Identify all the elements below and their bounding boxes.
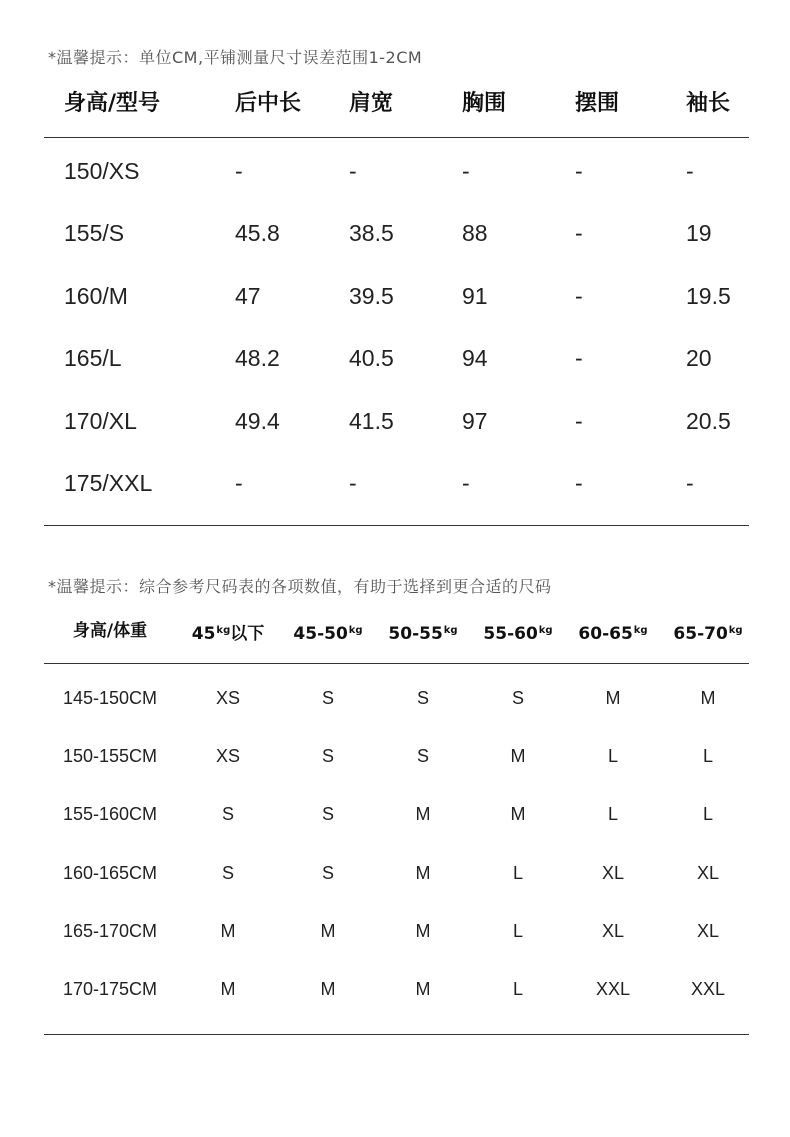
table-row xyxy=(0,911,790,951)
reference-table-header xyxy=(0,611,790,651)
table-row xyxy=(0,736,790,776)
header-text: 身高/体重 xyxy=(72,621,148,641)
hem-value: - xyxy=(575,220,583,246)
table-bottom-divider xyxy=(44,525,749,526)
size-cell: M xyxy=(220,921,236,941)
height-range: 165-170CM xyxy=(62,921,158,941)
unit-superscript: kg xyxy=(443,625,458,636)
header-back-length: 后中长 xyxy=(235,91,302,116)
size-cell: S xyxy=(416,688,430,708)
size-cell: S xyxy=(221,804,235,824)
chest-value: 97 xyxy=(462,408,488,434)
shoulder-value: 40.5 xyxy=(349,345,394,371)
table-row xyxy=(0,338,790,378)
size-cell: XL xyxy=(601,921,625,941)
table-row xyxy=(0,678,790,718)
size-cell: M xyxy=(700,688,716,708)
size-cell: XL xyxy=(696,921,720,941)
size-label: 165/L xyxy=(64,345,122,371)
table-row xyxy=(0,401,790,441)
header-weight-range xyxy=(578,611,647,651)
header-suffix: 以下 xyxy=(230,624,265,644)
size-cell: XS xyxy=(215,746,241,766)
header-weight-range xyxy=(388,611,457,651)
shoulder-value: 38.5 xyxy=(349,220,394,246)
header-divider xyxy=(44,663,749,664)
header-hem: 摆围 xyxy=(575,91,620,116)
header-text: 50-55 xyxy=(388,624,443,644)
size-cell: S xyxy=(321,688,335,708)
size-cell: S xyxy=(416,746,430,766)
table-bottom-divider xyxy=(44,1034,749,1035)
back-length-value: 47 xyxy=(235,283,261,309)
size-cell: M xyxy=(415,979,431,999)
measurement-note: *温馨提示：单位CM,平铺测量尺寸误差范围1-2CM xyxy=(48,48,423,67)
hem-value: - xyxy=(575,470,583,496)
size-cell: L xyxy=(702,746,714,766)
size-cell: S xyxy=(321,804,335,824)
chest-value: - xyxy=(462,470,470,496)
size-label: 175/XXL xyxy=(64,470,153,496)
hem-value: - xyxy=(575,283,583,309)
sleeve-value: 20.5 xyxy=(686,408,731,434)
back-length-value: 48.2 xyxy=(235,345,280,371)
size-cell: L xyxy=(702,804,714,824)
header-height-size: 身高/型号 xyxy=(64,91,161,116)
size-cell: L xyxy=(607,804,619,824)
table-row xyxy=(0,151,790,191)
table-row xyxy=(0,463,790,503)
header-height-weight xyxy=(73,611,147,651)
size-cell: M xyxy=(605,688,621,708)
hem-value: - xyxy=(575,158,583,184)
size-cell: XS xyxy=(215,688,241,708)
header-sleeve: 袖长 xyxy=(686,91,731,116)
size-cell: M xyxy=(415,863,431,883)
sleeve-value: 19 xyxy=(686,220,712,246)
size-cell: XXL xyxy=(690,979,726,999)
size-cell: M xyxy=(510,746,526,766)
size-cell: M xyxy=(320,979,336,999)
size-cell: S xyxy=(321,746,335,766)
sleeve-value: 20 xyxy=(686,345,712,371)
shoulder-value: 39.5 xyxy=(349,283,394,309)
size-cell: M xyxy=(415,921,431,941)
size-cell: M xyxy=(320,921,336,941)
size-cell: L xyxy=(512,921,524,941)
height-range: 150-155CM xyxy=(62,746,158,766)
back-length-value: 49.4 xyxy=(235,408,280,434)
size-cell: L xyxy=(512,979,524,999)
back-length-value: 45.8 xyxy=(235,220,280,246)
chest-value: - xyxy=(462,158,470,184)
height-range: 170-175CM xyxy=(62,979,158,999)
header-weight-range xyxy=(673,611,742,651)
height-range: 160-165CM xyxy=(62,863,158,883)
size-label: 150/XS xyxy=(64,158,140,184)
unit-superscript: kg xyxy=(348,625,363,636)
header-divider xyxy=(44,137,749,138)
table-row xyxy=(0,853,790,893)
size-cell: S xyxy=(321,863,335,883)
size-table-header xyxy=(0,84,790,124)
size-cell: M xyxy=(510,804,526,824)
unit-superscript: kg xyxy=(633,625,648,636)
size-cell: M xyxy=(220,979,236,999)
back-length-value: - xyxy=(235,158,243,184)
height-range: 145-150CM xyxy=(62,688,158,708)
header-weight-range xyxy=(192,611,264,651)
table-row xyxy=(0,969,790,1009)
header-chest: 胸围 xyxy=(462,91,507,116)
size-cell: S xyxy=(511,688,525,708)
size-label: 155/S xyxy=(64,220,125,246)
chest-value: 88 xyxy=(462,220,488,246)
hem-value: - xyxy=(575,345,583,371)
unit-superscript: kg xyxy=(216,625,231,636)
header-shoulder: 肩宽 xyxy=(349,91,394,116)
header-text: 65-70 xyxy=(673,624,728,644)
size-cell: M xyxy=(415,804,431,824)
unit-superscript: kg xyxy=(538,625,553,636)
size-cell: XL xyxy=(601,863,625,883)
size-cell: L xyxy=(512,863,524,883)
table-row xyxy=(0,794,790,834)
sleeve-value: - xyxy=(686,158,694,184)
size-cell: XXL xyxy=(595,979,631,999)
header-text: 45 xyxy=(191,624,216,644)
sleeve-value: - xyxy=(686,470,694,496)
chest-value: 94 xyxy=(462,345,488,371)
chest-value: 91 xyxy=(462,283,488,309)
unit-superscript: kg xyxy=(728,625,743,636)
size-cell: S xyxy=(221,863,235,883)
shoulder-value: - xyxy=(349,158,357,184)
table-row xyxy=(0,213,790,253)
size-label: 160/M xyxy=(64,283,128,309)
header-weight-range xyxy=(293,611,362,651)
height-range: 155-160CM xyxy=(62,804,158,824)
header-text: 60-65 xyxy=(578,624,633,644)
table-row xyxy=(0,276,790,316)
header-weight-range xyxy=(483,611,552,651)
reference-note: *温馨提示：综合参考尺码表的各项数值，有助于选择到更合适的尺码 xyxy=(48,577,552,596)
size-cell: L xyxy=(607,746,619,766)
shoulder-value: 41.5 xyxy=(349,408,394,434)
back-length-value: - xyxy=(235,470,243,496)
size-cell: XL xyxy=(696,863,720,883)
size-label: 170/XL xyxy=(64,408,137,434)
header-text: 55-60 xyxy=(483,624,538,644)
sleeve-value: 19.5 xyxy=(686,283,731,309)
shoulder-value: - xyxy=(349,470,357,496)
header-text: 45-50 xyxy=(293,624,348,644)
hem-value: - xyxy=(575,408,583,434)
